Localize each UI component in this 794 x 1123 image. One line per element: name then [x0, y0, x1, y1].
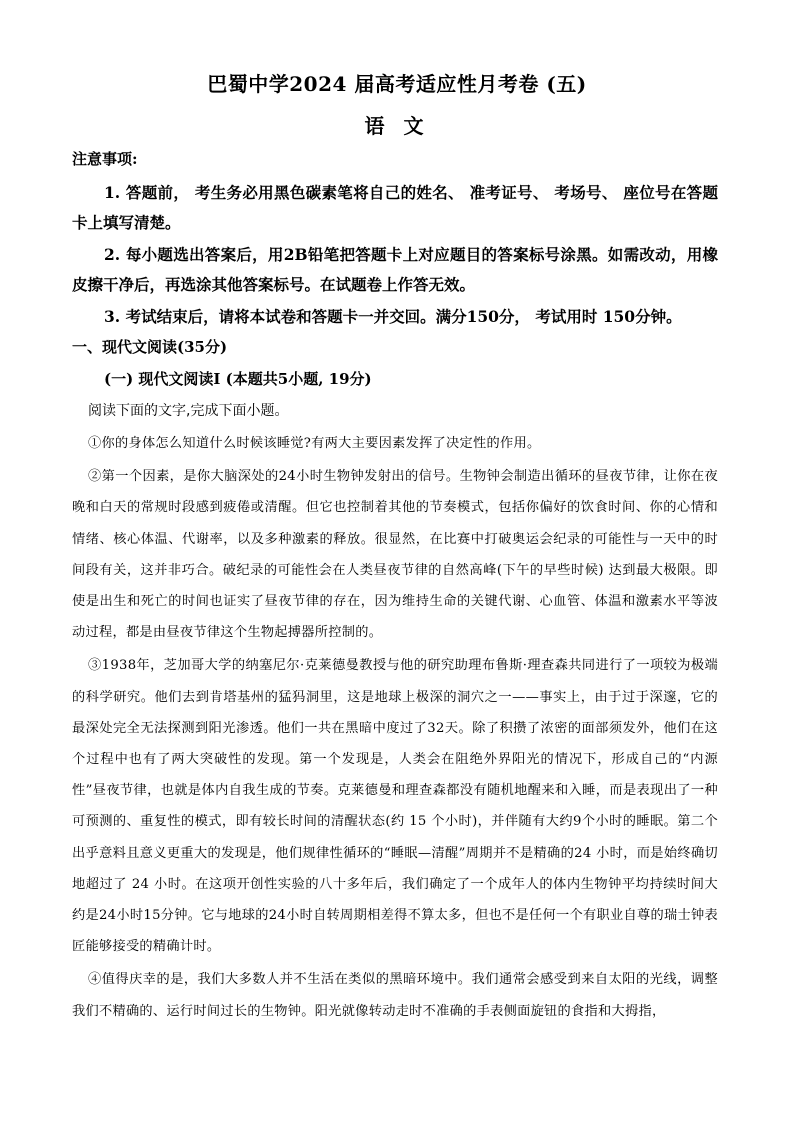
- section-heading: 一、现代文阅读(35分): [72, 338, 228, 356]
- exam-title: 巴蜀中学2024 届高考适应性月考卷 (五): [207, 72, 587, 96]
- notice-item-3: 3. 考试结束后，请将本试卷和答题卡一并交回。满分150分， 考试用时 150分钟。: [104, 307, 682, 326]
- subject-title: 语 文: [364, 114, 430, 138]
- section-subheading: (一) 现代文阅读Ⅰ (本题共5小题, 19分): [104, 370, 372, 388]
- notice-item-1: 1. 答题前， 考生务必用黑色碳素笔将自己的姓名、 准考证号、 考场号、 座位号在答题卡上填写清楚。: [72, 183, 718, 232]
- notice-item-2: 2. 每小题选出答案后，用2B铅笔把答题卡上对应题目的答案标号涂黑。如需改动，用橡皮擦干净后，再选涂其他答案标号。在试题卷上作答无效。: [72, 245, 718, 294]
- exam-body: [72, 146, 718, 1029]
- passage-paragraph-4: ④值得庆幸的是，我们大多数人并不生活在类似的黑暗环境中。我们通常会感受到来自太阳的光线，调整我们不精确的、运行时间过长的生物钟。阳光就像转动走时不准确的手表侧面旋钮的食指和大拇指，: [72, 972, 718, 1019]
- passage-paragraph-1: ①你的身体怎么知道什么时候该睡觉?有两大主要因素发挥了决定性的作用。: [88, 436, 541, 451]
- notice-heading: 注意事项:: [72, 150, 138, 168]
- reading-instruction: 阅读下面的文字,完成下面小题。: [88, 403, 289, 419]
- passage-paragraph-2: ②第一个因素，是你大脑深处的24小时生物钟发射出的信号。生物钟会制造出循环的昼夜节律，让你在夜晚和白天的常规时段感到疲倦或清醒。但它也控制着其他的节奏模式，包括你偏好的饮食时间、你的心情和情绪、核心体温、代谢率，以及多种激素的释放。很显然，在比赛中打破奥运会纪录的可能性与一天中的时间段有关，这并非巧合。破纪录的可能性会在人类昼夜节律的自然高峰(下午的早些时候) 达到最大极限。即使是出生和死亡的时间也证实了昼夜节律的存在，因为维持生命的关键代谢、心血管、体温和激素水平等波动过程，都是由昼夜节律这个生物起搏器所控制的。: [72, 469, 718, 641]
- passage-paragraph-3: ③1938年，芝加哥大学的纳塞尼尔·克莱德曼教授与他的研究助理布鲁斯·理查森共同进行了一项较为极端的科学研究。他们去到肯塔基州的猛犸洞里，这是地球上极深的洞穴之一——事实上，由于过于深邃，它的最深处完全无法探测到阳光渗透。他们一共在黑暗中度过了32天。除了积攒了浓密的面部须发外，他们在这个过程中也有了两大突破性的发现。第一个发现是，人类会在阻绝外界阳光的情况下，形成自己的“内源性”昼夜节律，也就是体内自我生成的节奏。克莱德曼和理查森都没有随机地醒来和入睡，而是表现出了一种可预测的、重复性的模式，即有较长时间的清醒状态(约 15 个小时)，并伴随有大约9个小时的睡眠。第二个出乎意料且意义更重大的发现是，他们规律性循环的“睡眠—清醒”周期并不是精确的24 小时，而是始终确切地超过了 24 小时。在这项开创性实验的八十多年后，我们确定了一个成年人的体内生物钟平均持续时间大约是24小时15分钟。它与地球的24小时自转周期相差得不算太多，但也不是任何一个有职业自尊的瑞士钟表匠能够接受的精确计时。: [72, 658, 718, 955]
